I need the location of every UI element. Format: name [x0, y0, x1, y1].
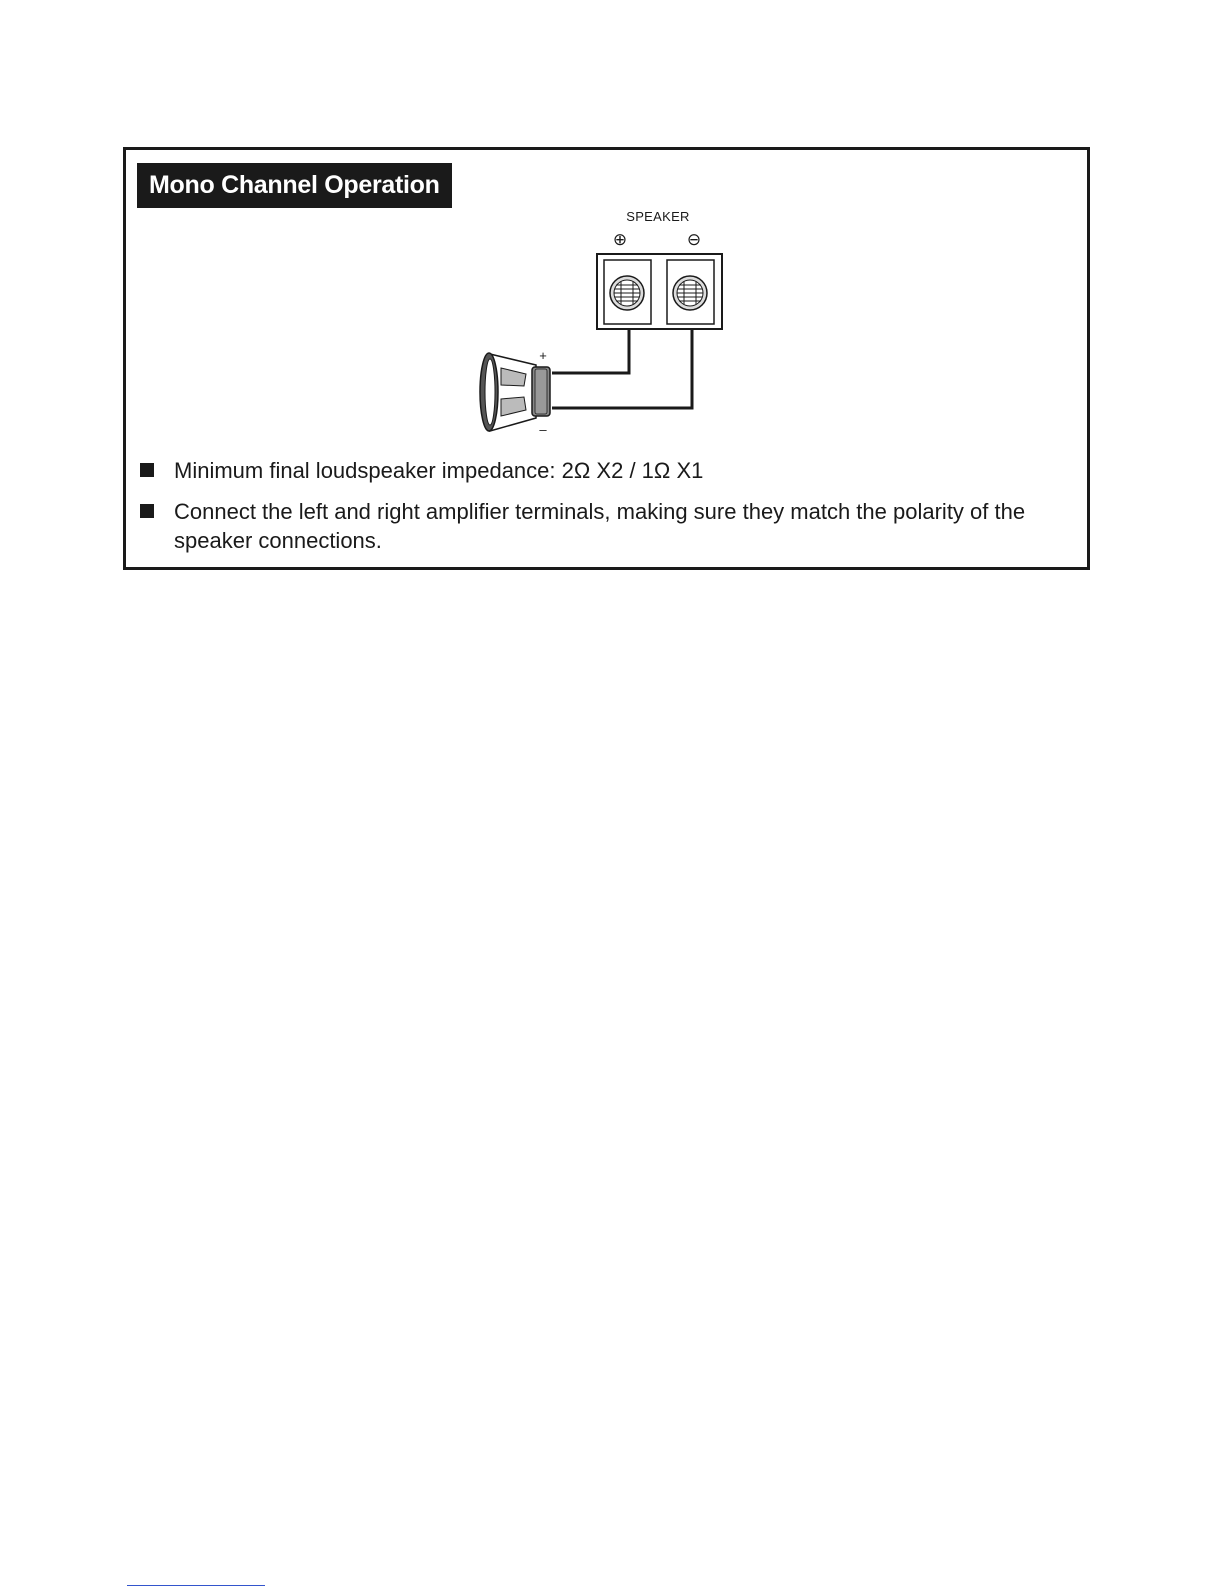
impedance-note: Minimum final loudspeaker impedance: 2Ω X2 / 1Ω X1 [174, 458, 704, 483]
terminal-minus-symbol: ⊖ [686, 230, 702, 250]
mono-channel-panel [123, 147, 1090, 570]
wiring-drawing [476, 208, 726, 438]
list-item [138, 456, 1073, 485]
wire-minus-label: – [539, 422, 547, 437]
wire-plus-label: + [539, 348, 547, 363]
loudspeaker-icon [480, 353, 550, 431]
terminal-plus-symbol: ⊕ [612, 230, 628, 250]
wire-negative [552, 329, 692, 408]
terminal-minus-screw [673, 276, 707, 310]
speaker-wiring-diagram [476, 208, 726, 438]
speaker-terminal-label: SPEAKER [626, 209, 690, 224]
list-item [138, 497, 1073, 555]
notes-list [138, 456, 1073, 555]
bullet-square-icon [140, 504, 154, 518]
wire-positive [552, 329, 629, 373]
terminal-plus-screw [610, 276, 644, 310]
connection-note: Connect the left and right amplifier terminals, making sure they match the polarity of the speaker connections. [174, 499, 1026, 553]
section-title: Mono Channel Operation [137, 163, 452, 208]
speaker-terminal-block [597, 254, 722, 329]
bullet-square-icon [140, 463, 154, 477]
